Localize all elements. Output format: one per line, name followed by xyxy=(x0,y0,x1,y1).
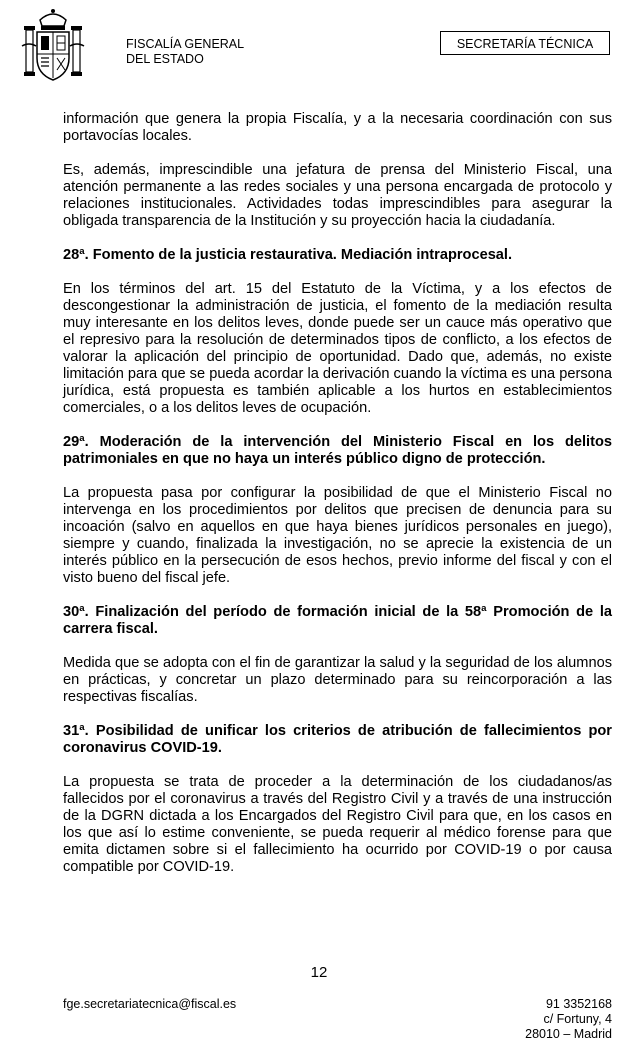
paragraph-press-coordination: información que genera la propia Fiscalía, y a la necesaria coordinación con sus portavocías locales. xyxy=(63,111,612,144)
heading-item-28: 28ª. Fomento de la justicia restaurativa. Mediación intraprocesal. xyxy=(63,247,513,263)
footer-contact xyxy=(525,997,612,1042)
paragraph-item-28: En los términos del art. 15 del Estatuto de la Víctima, y a los efectos de descongestionar la administración de justicia, el fomento de la mediación resulta muy interesante en los delitos leves, donde puede ser un cauce más operativo que el represivo para la resolución de determinados tipos de conflicto, a los efectos de valorar la aplicación del principio de oportunidad. Dado que, además, no existe limitación para que se pueda acordar la derivación cuando la víctima es una persona jurídica, está propuesta es también aplicable a los hurtos en establecimientos comerciales, o a los delitos leves de ocupación. xyxy=(63,281,612,416)
paragraph-press-office: Es, además, imprescindible una jefatura de prensa del Ministerio Fiscal, una atención permanente a las redes sociales y una persona encargada de protocolo y relaciones institucionales. Actividades todas imprescindibles para asegurar la obligada transparencia de la Institución y su proyección hacia la ciudadanía. xyxy=(63,162,612,229)
footer-address-street: c/ Fortuny, 4 xyxy=(543,1012,612,1026)
heading-item-29: 29ª. Moderación de la intervención del Ministerio Fiscal en los delitos patrimoniales en que no haya un interés público digno de protección. xyxy=(63,434,612,467)
page-header xyxy=(0,0,638,92)
footer-address-city: 28010 – Madrid xyxy=(525,1027,612,1041)
heading-item-31: 31ª. Posibilidad de unificar los criterios de atribución de fallecimientos por coronavirus COVID-19. xyxy=(63,723,612,756)
footer-email: fge.secretariatecnica@fiscal.es xyxy=(63,997,237,1011)
coat-of-arms-icon xyxy=(20,6,86,84)
paragraph-item-31: La propuesta se trata de proceder a la determinación de los ciudadanos/as fallecidos por el coronavirus a través del Registro Civil y a través de una instrucción de la DGRN dictada a los Encargados del Registro Civil para que, en los casos en los que así lo estime conveniente, se pueda requerir al médico forense para que emita dictamen sobre si el fallecimiento ha ocurrido por COVID-19 o por causa compatible por COVID-19. xyxy=(63,774,612,875)
page-number: 12 xyxy=(310,964,328,981)
paragraph-item-29: La propuesta pasa por configurar la posibilidad de que el Ministerio Fiscal no intervenga en los procedimientos por delitos que precisen de denuncia para su incoación (salvo en aquellos en que haya bienes jurídicos personales en juego), siempre y cuando, finalizada la investigación, no se aprecie la existencia de un interés público en la persecución de esos hechos, previo informe del fiscal y con el visto bueno del fiscal jefe. xyxy=(63,485,612,586)
heading-item-30: 30ª. Finalización del período de formación inicial de la 58ª Promoción de la carrera fiscal. xyxy=(63,604,612,637)
institution-name xyxy=(126,37,244,67)
footer-phone: 91 3352168 xyxy=(545,997,612,1011)
paragraph-item-30: Medida que se adopta con el fin de garantizar la salud y la seguridad de los alumnos en prácticas, y concretar un plazo determinado para su reincorporación a las respectivas fiscalías. xyxy=(63,655,612,705)
department-label: SECRETARÍA TÉCNICA xyxy=(440,31,610,55)
document-body xyxy=(63,111,612,893)
institution-line-1: FISCALÍA GENERAL xyxy=(126,37,245,51)
institution-line-2: DEL ESTADO xyxy=(126,52,204,66)
